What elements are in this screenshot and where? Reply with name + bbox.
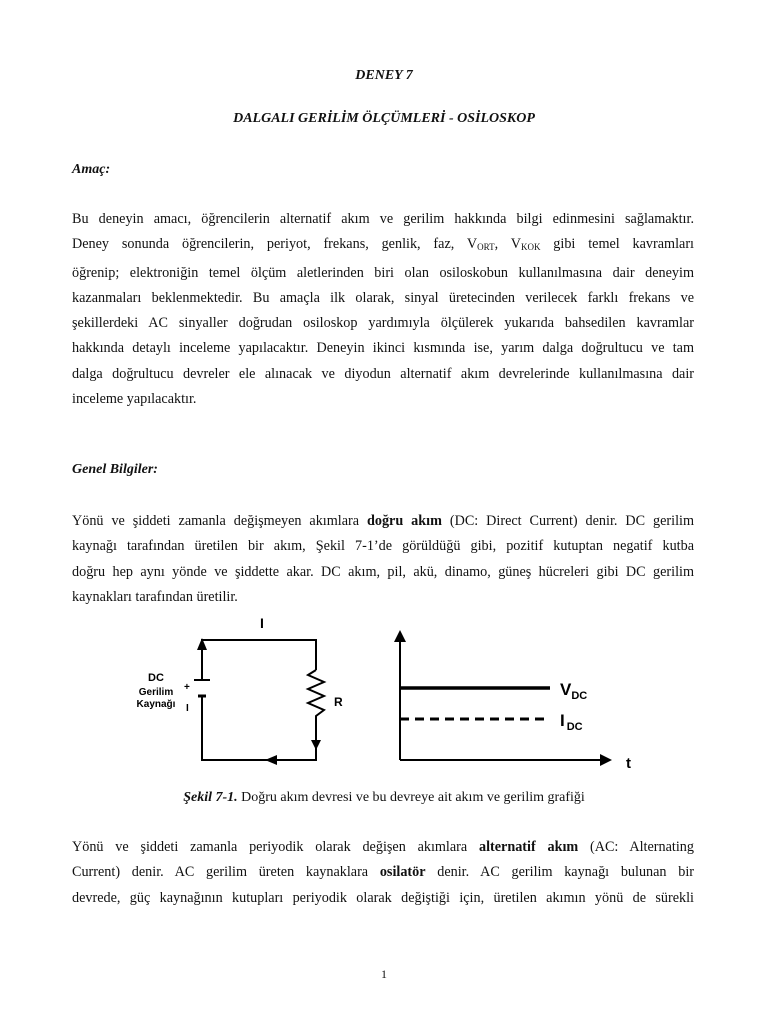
ac-line: Yönü ve şiddeti zamanla periyodik olarak değişen akımlara alternatif akım (AC: Alternating [72, 839, 694, 855]
aim-heading: Amaç: [72, 162, 111, 177]
time-axis-label: t [626, 755, 631, 772]
dc-line: doğru hep aynı yönde ve şiddette akar. DC akım, pil, akü, dinamo, güneş hücreleri gibi DC gerilim [72, 563, 694, 580]
aim-line: hakkında detaylı inceleme yapılacaktır. Deneyin ikinci kısmında ise, yarım dalga doğrultucu ve tam [72, 340, 694, 357]
dc-line: kaynağı tarafından üretilen bir akım, Şekil 7-1’de görüldüğü gibi, pozitif kutuptan negatif kutba [72, 538, 694, 555]
source-label-gerilim: Gerilim [138, 687, 174, 698]
minus-sign: I [186, 703, 189, 714]
arrow-down-right [311, 740, 321, 750]
aim-line: öğrenip; elektroniğin temel ölçüm aletlerinden biri olan osiloskobun kullanılmasına dair deneyim [72, 264, 694, 281]
general-info-heading: Genel Bilgiler: [72, 462, 158, 477]
page-number: 1 [381, 967, 387, 981]
aim-line: şekillerdeki AC sinyaller doğrudan osiloskop yardımıyla ölçülerek yukarıda bahsedilen kavramlar [72, 315, 694, 332]
idc-label: I $_{DC}$ [560, 711, 583, 733]
page-title: DALGALI GERİLİM ÖLÇÜMLERİ - OSİLOSKOP [233, 111, 535, 126]
figure-caption: Şekil 7-1. Doğru akım devresi ve bu devreye ait akım ve gerilim grafiği [183, 790, 585, 805]
y-axis-arrow [394, 630, 406, 642]
aim-line: Bu deneyin amacı, öğrencilerin alternatif akım ve gerilim hakkında bilgi edinmesini sağlamaktır. [72, 211, 694, 227]
ac-paragraph [72, 835, 694, 911]
plus-sign: + [184, 682, 190, 693]
resistor-label: R [334, 695, 343, 709]
arrow-left-bottom [265, 755, 277, 765]
experiment-number: DENEY 7 [355, 68, 413, 83]
dc-circuit-figure [120, 610, 650, 785]
aim-line: dalga doğrultucu devreler ele alınacak ve diyodun alternatif akım devrelerinde kullanılmasına dair [72, 365, 694, 382]
dc-paragraph [72, 509, 694, 610]
aim-line: kazanmaları beklenmektedir. Bu amaçla ilk olarak, sinyal üretecinden verilecek farklı frekans ve [72, 289, 694, 306]
circuit-bottom-wire [202, 705, 316, 760]
current-label: I [260, 615, 264, 631]
aim-line: inceleme yapılacaktır. [72, 391, 197, 408]
vdc-label: $V_{DC}$ [560, 680, 588, 702]
source-label-kaynagi: Kaynağı [136, 699, 176, 710]
aim-line-symbols: Deney sonunda öğrencilerin, periyot, frekans, genlik, faz, $V_{ORT}$, $V_{KOK}$ gibi temel kavramları [72, 236, 694, 253]
dc-circuit-diagram [194, 640, 324, 760]
x-axis-arrow [600, 754, 612, 766]
dc-line: Yönü ve şiddeti zamanla değişmeyen akımlara doğru akım (DC: Direct Current) denir. DC gerilim [72, 513, 694, 529]
dc-line: kaynakları tarafından üretilir. [72, 588, 238, 605]
current-arrows [197, 638, 321, 765]
source-label-dc: DC [148, 672, 164, 684]
ac-line: Current) denir. AC gerilim üreten kaynaklara osilatör denir. AC gerilim kaynağı bulunan bir [72, 864, 694, 881]
resistor-symbol [308, 670, 324, 720]
ac-line: devrede, güç kaynağının kutupları periyodik olarak değiştiği için, üretilen akımın yönü de sürekli [72, 889, 694, 906]
aim-paragraph [72, 207, 694, 412]
dc-graph-axes [400, 640, 600, 760]
circuit-top-wire [202, 640, 316, 680]
